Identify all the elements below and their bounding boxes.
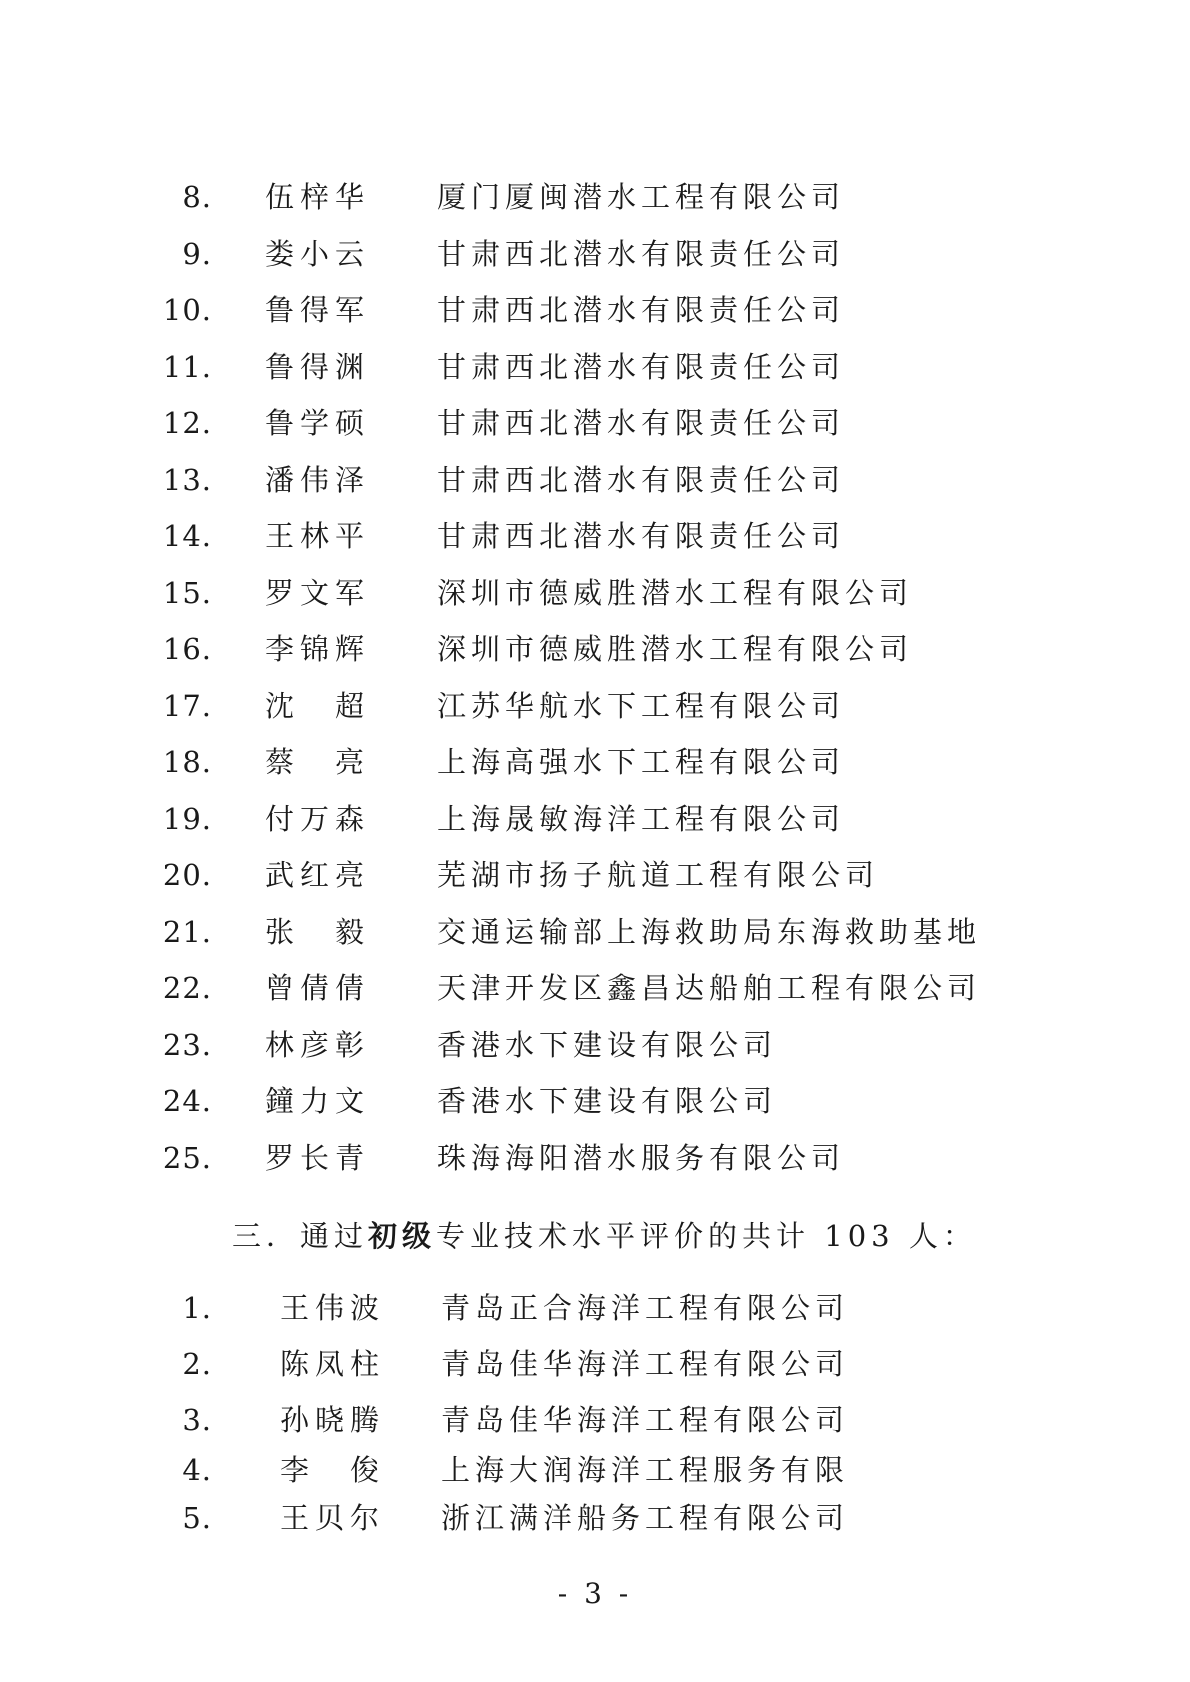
company-name: 青岛佳华海洋工程有限公司	[441, 1347, 850, 1381]
item-number: 20.	[162, 858, 212, 892]
item-number: 25.	[162, 1140, 212, 1175]
item-number: 14.	[162, 519, 212, 553]
company-name: 江苏华航水下工程有限公司	[437, 688, 846, 723]
section-heading-three	[232, 1214, 977, 1258]
company-name: 甘肃西北潜水有限责任公司	[437, 462, 846, 497]
item-number: 11.	[162, 349, 212, 384]
person-name: 鲁得军	[265, 293, 371, 327]
company-name: 天津开发区鑫昌达船舶工程有限公司	[437, 971, 982, 1005]
company-name: 芜湖市扬子航道工程有限公司	[437, 858, 880, 892]
section-heading-level: 初级	[368, 1219, 437, 1253]
company-name: 甘肃西北潜水有限责任公司	[437, 236, 846, 271]
company-name: 青岛正合海洋工程有限公司	[441, 1291, 850, 1325]
item-number: 1.	[182, 1291, 212, 1325]
company-name: 甘肃西北潜水有限责任公司	[437, 349, 846, 384]
person-name: 武红亮	[265, 858, 371, 892]
person-name: 张 毅	[265, 914, 371, 949]
item-number: 2.	[182, 1347, 212, 1381]
item-number: 22.	[162, 971, 212, 1005]
company-name: 上海大润海洋工程服务有限	[441, 1453, 850, 1487]
company-name: 香港水下建设有限公司	[437, 1084, 778, 1118]
person-name: 付万森	[265, 801, 371, 836]
item-number: 4.	[182, 1453, 212, 1487]
item-number: 18.	[162, 745, 212, 779]
company-name: 上海高强水下工程有限公司	[437, 745, 846, 779]
company-name: 厦门厦闽潜水工程有限公司	[437, 180, 846, 214]
person-name: 娄小云	[265, 236, 371, 271]
item-number: 24.	[162, 1084, 212, 1118]
item-number: 15.	[162, 575, 212, 610]
company-name: 浙江满洋船务工程有限公司	[441, 1501, 850, 1535]
person-name: 鐘力文	[265, 1084, 371, 1118]
item-number: 21.	[162, 914, 212, 949]
section-heading-prefix: 三．通过	[232, 1219, 369, 1253]
company-name: 交通运输部上海救助局东海救助基地	[437, 914, 982, 949]
item-number: 16.	[162, 632, 212, 666]
company-name: 上海晟敏海洋工程有限公司	[437, 801, 846, 836]
person-name: 陈凤柱	[280, 1347, 386, 1381]
person-name: 王伟波	[280, 1291, 386, 1325]
person-name: 伍梓华	[265, 180, 371, 214]
item-number: 5.	[182, 1501, 212, 1535]
item-number: 9.	[182, 236, 212, 271]
item-number: 10.	[162, 293, 212, 327]
person-name: 李锦辉	[265, 632, 371, 666]
item-number: 12.	[162, 406, 212, 440]
item-number: 13.	[162, 462, 212, 497]
company-name: 甘肃西北潜水有限责任公司	[437, 519, 846, 553]
person-name: 曾倩倩	[265, 971, 371, 1005]
person-name: 王贝尔	[280, 1501, 386, 1535]
company-name: 香港水下建设有限公司	[437, 1027, 778, 1062]
person-name: 蔡 亮	[265, 745, 371, 779]
company-name: 甘肃西北潜水有限责任公司	[437, 293, 846, 327]
company-name: 青岛佳华海洋工程有限公司	[441, 1403, 850, 1437]
person-name: 潘伟泽	[265, 462, 371, 497]
person-name: 李 俊	[280, 1453, 386, 1487]
person-name: 鲁得渊	[265, 349, 371, 384]
person-name: 孙晓腾	[280, 1403, 386, 1437]
person-name: 鲁学硕	[265, 406, 371, 440]
person-name: 沈 超	[265, 688, 371, 723]
company-name: 甘肃西北潜水有限责任公司	[437, 406, 846, 440]
item-number: 3.	[182, 1403, 212, 1437]
item-number: 23.	[162, 1027, 212, 1062]
company-name: 深圳市德威胜潜水工程有限公司	[437, 632, 914, 666]
person-name: 林彦彰	[265, 1027, 371, 1062]
item-number: 17.	[162, 688, 212, 723]
item-number: 8.	[182, 180, 212, 214]
page-number: - 3 -	[557, 1577, 633, 1610]
person-name: 罗长青	[265, 1140, 371, 1175]
company-name: 珠海海阳潜水服务有限公司	[437, 1140, 846, 1175]
person-name: 王林平	[265, 519, 371, 553]
item-number: 19.	[162, 801, 212, 836]
company-name: 深圳市德威胜潜水工程有限公司	[437, 575, 914, 610]
section-heading-suffix: 专业技术水平评价的共计 103 人：	[436, 1219, 977, 1253]
person-name: 罗文军	[265, 575, 371, 610]
